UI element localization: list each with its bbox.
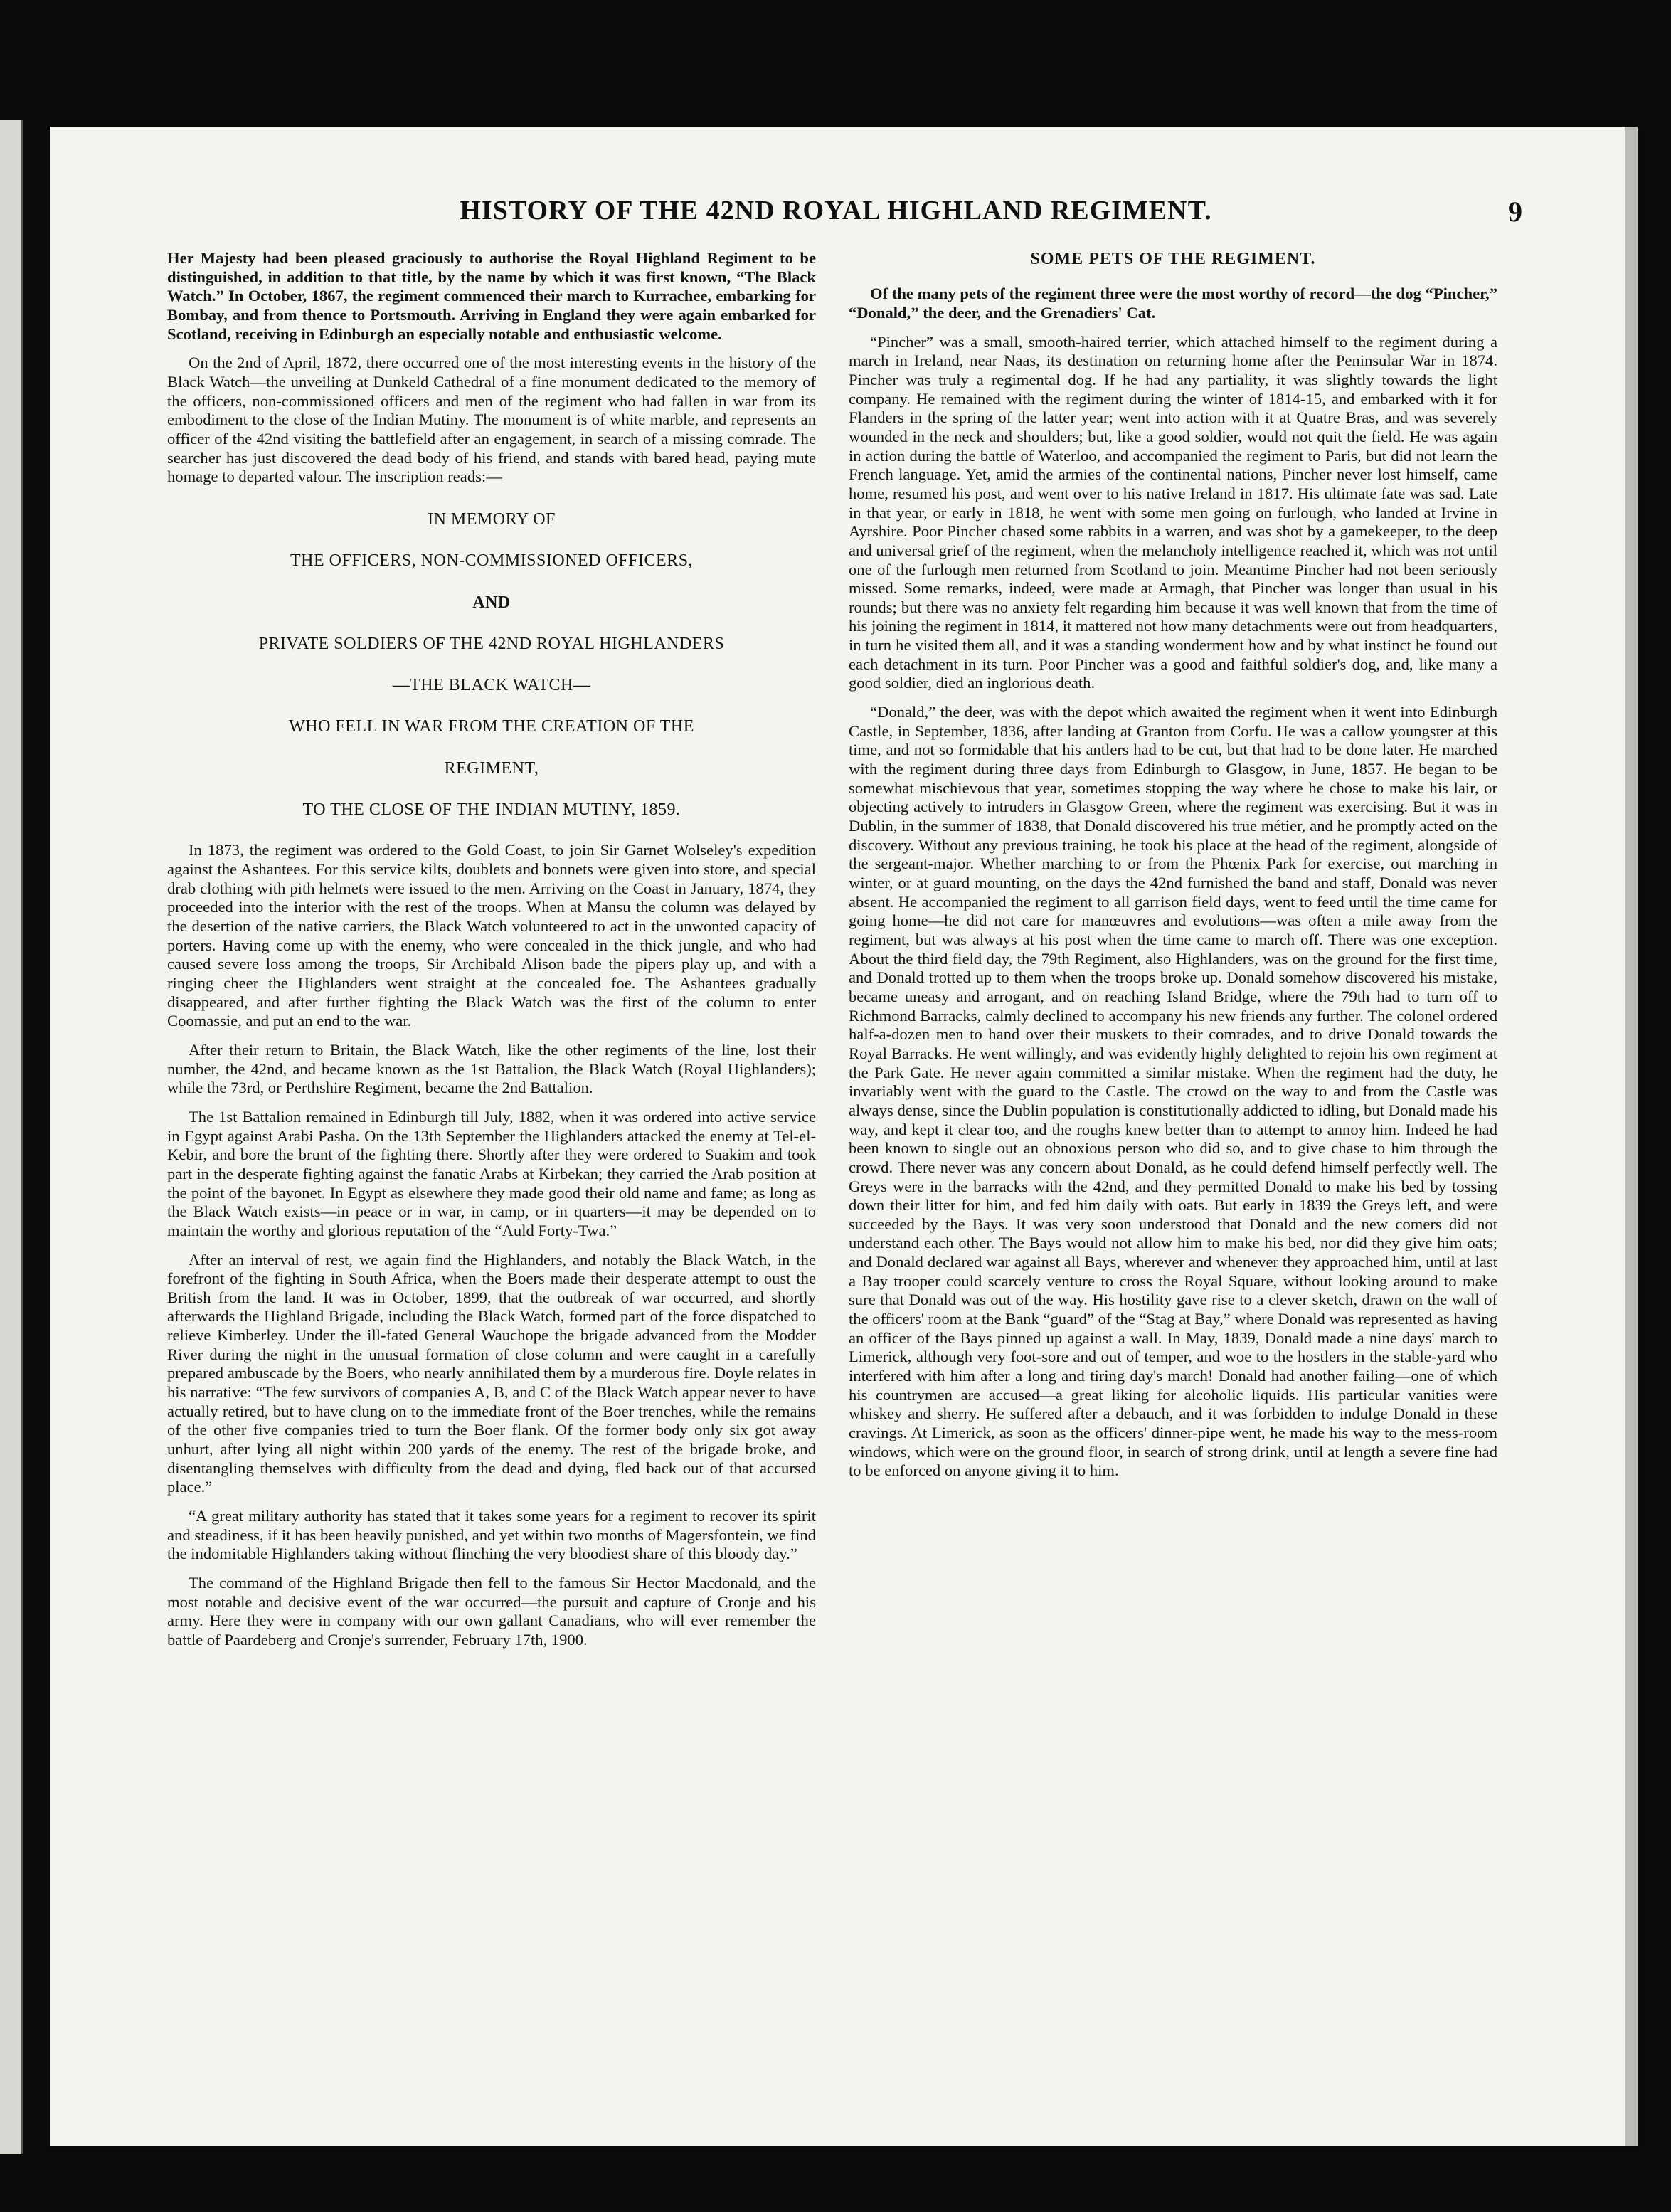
inscription-line: AND — [472, 593, 511, 612]
paragraph-paardeberg: The command of the Highland Brigade then fell to the famous Sir Hector Macdonald, and the most notable and decisive event of the war occurred—the pursuit and capture of Cronje and his army. Here they were in company with our own gallant Canadians, who will ever remember the battle of Paardeberg and Cronje's surrender, February 17th, 1900. — [167, 1574, 816, 1649]
paragraph-pincher: “Pincher” was a small, smooth-haired terrier, which attached himself to the regiment during a march in Ireland, near Naas, its destination on returning home after the Peninsular War in 1874. Pincher was truly a regimental dog. If he had any partiality, it was slightly towards the light company. He remained with the regiment during the winter of 1814-15, and embarked with it for Flanders in the spring of the latter year; went into action with it at Quatre Bras, and was severely wounded in the neck and shoulders; but, like a good soldier, would not quit the field. He was again in action during the battle of Waterloo, and accompanied the regiment to Paris, but did not learn the French language. Yet, amid the armies of the continental nations, Pincher never lost himself, came home, resumed his post, and went over to his native Ireland in 1817. His ultimate fate was sad. Late in that year, or early in 1818, he went with some men going on furlough, who landed at Irvine in Ayrshire. Poor Pincher chased some rabbits in a warren, and was shot by a gamekeeper, to the deep and universal grief of the regiment, when the melancholy intelligence reached it, which was not until one of the furlough men returned from Scotland to join. Meantime Pincher had not been seriously missed. Some remarks, indeed, were made at Armagh, that Pincher was longer than usual in his rounds; but there was no anxiety felt regarding him because it was well known that from the time of his joining the regiment in 1814, it mattered not how many detachments were out from headquarters, in turn he visited them all, and it was a standing wonderment how and by what instinct he found out each detachment in its turn. Poor Pincher was a good and faithful soldier's dog, and, like many a good soldier, died an inglorious death. — [849, 332, 1497, 692]
inscription-line: THE OFFICERS, NON-COMMISSIONED OFFICERS, — [290, 551, 694, 571]
paragraph-magersfontein-quote: “A great military authority has stated that it takes some years for a regiment to recover its spirit and steadiness, if it has been heavily punished, and yet within two months of Magersfontein, we find the indomitable Highlanders taking without flinching the very bloodiest share of this bloody day.” — [167, 1507, 816, 1563]
paragraph-battalions: After their return to Britain, the Black Watch, like the other regiments of the line, lost their number, the 42nd, and became known as the 1st Battalion, the Black Watch (Royal Highlanders); while the 73rd, or Perthshire Regiment, became the 2nd Battalion. — [167, 1040, 816, 1097]
right-column — [849, 249, 1497, 2120]
paragraph-dunkeld-monument: On the 2nd of April, 1872, there occurred one of the most interesting events in the history of the Black Watch—the unveiling at Dunkeld Cathedral of a fine monument dedicated to the memory of the officers, non-commissioned officers and men of the regiment who had fallen in war from its embodiment to the close of the Indian Mutiny. The monument is of white marble, and represents an officer of the 42nd visiting the battlefield after an engagement, in search of a missing comrade. The searcher has just discovered the dead body of his friend, and stands with bared head, paying mute homage to departed valour. The inscription reads:— — [167, 354, 816, 486]
running-title: HISTORY OF THE 42ND ROYAL HIGHLAND REGIMENT. — [460, 196, 1212, 226]
inscription-line: WHO FELL IN WAR FROM THE CREATION OF THE — [289, 717, 694, 736]
inscription-line: TO THE CLOSE OF THE INDIAN MUTINY, 1859. — [302, 800, 681, 820]
left-column — [167, 249, 816, 2120]
inscription-line: —THE BLACK WATCH— — [392, 676, 591, 695]
section-heading: SOME PETS OF THE REGIMENT. — [1030, 250, 1316, 268]
inscription-line: REGIMENT, — [444, 758, 539, 778]
page-number: 9 — [1508, 196, 1522, 228]
paragraph-egypt: The 1st Battalion remained in Edinburgh till July, 1882, when it was ordered into active service in Egypt against Arabi Pasha. On the 13th September the Highlanders attacked the enemy at Tel-el-Kebir, and bore the brunt of the fighting there. Shortly after they were ordered to Suakim and took part in the desperate fighting against the fanatic Arabs at Kirbekan; they carried the Arab position at the point of the bayonet. In Egypt as elsewhere they made good their old name and fame; as long as the Black Watch exists—in peace or in war, in camp, or in quarters—it may be depended on to maintain the worthy and glorious reputation of the “Auld Forty-Twa.” — [167, 1107, 816, 1239]
paragraph-pets-intro: Of the many pets of the regiment three were the most worthy of record—the dog “Pincher,” “Donald,” the deer, and the Grenadiers' Cat. — [849, 285, 1497, 322]
paragraph-donald: “Donald,” the deer, was with the depot which awaited the regiment when it went into Edinburgh Castle, in September, 1836, after landing at Granton from Corfu. He was a callow youngster at this time, and not so formidable that his antlers had to be cut, but that had to be done later. He marched with the regiment during three days from Edinburgh to Glasgow, in June, 1857. He began to be somewhat mischievous that year, sometimes stopping the way where he chose to make his lair, or objecting actively to intruders in Glasgow Green, where the regiment was exercising. But it was in Dublin, in the summer of 1838, that Donald discovered his true métier, and he promptly acted on the discovery. Without any previous training, he took his place at the head of the regiment, alongside of the sergeant-major. Whether marching to or from the Phœnix Park for exercise, out marching in winter, or at guard mounting, on the days the 42nd furnished the band and staff, Donald was never absent. He accompanied the regiment to all garrison field days, went to feed until the time came for going home—he did not care for manœuvres and evolutions—was often a mile away from the regiment, but was always at his post when the time came to march off. There was one exception. About the third field day, the 79th Regiment, also Highlanders, was on the ground for the first time, and Donald trotted up to them when the troops broke up. Donald somehow discovered his mistake, became uneasy and arrogant, and on reaching Island Bridge, where the 79th had to turn off to Richmond Barracks, calmly declined to accompany his new friends any further. The colonel ordered half-a-dozen men to hand over their muskets to their comrades, and to drive Donald towards the Royal Barracks. He went willingly, and was evidently highly delighted to rejoin his own regiment at the Park Gate. He never again committed a similar mistake. When the regiment had the duty, he invariably went with the guard to the Castle. The crowd on the way to and from the Castle was always dense, since the Dublin population is constitutionally addicted to idling, but Donald made his way, and kept it clear too, and the roughs knew better than to attempt to annoy him. Indeed he had been known to single out an obnoxious person who did so, and to give chase to him through the crowd. There never was any concern about Donald, as he could defend himself perfectly well. The Greys were in the barracks with the 42nd, and they permitted Donald to make his bed by tossing down their litter for him, and fed him daily with oats. But early in 1839 the Greys left, and were succeeded by the Bays. It was very soon understood that Donald and the new comers did not understand each other. The Bays would not allow him to make his bed, nor did they give him oats; and Donald declared war against all Bays, wherever and whenever they approached him, until at last a Bay trooper could scarcely venture to cross the Royal Square, without looking around to make sure that Donald was out of the way. His hostility gave rise to a clever sketch, drawn on the wall of the officers' room at the Bank “guard” of the “Stag at Bay,” where Donald was represented as having an officer of the Bays pinned up against a wall. In May, 1839, Donald made a nine days' march to Limerick, although very foot-sore and out of temper, and woe to the hostlers in the stable-yard who interfered with him after a long and tiring day's march! Donald had another failing—one of which his countrymen are accused—a great liking for alcoholic liquids. His particular vanities were whiskey and sherry. He suffered after a debauch, and it was forbidden to indulge Donald in these cravings. At Limerick, as soon as the officers' dinner-pipe went, he made his way to the mess-room windows, which were on the ground floor, in search of strong drink, until at length a severe fine had to be enforced on anyone giving it to him. — [849, 703, 1497, 1480]
monument-inscription — [167, 509, 816, 820]
paragraph-black-watch-name: Her Majesty had been pleased graciously to authorise the Royal Highland Regiment to be distinguished, in addition to that title, by the name by which it was first known, “The Black Watch.” In October, 1867, the regiment commenced their march to Kurrachee, embarking for Bombay, and from thence to Portsmouth. Arriving in England they were again embarked for Scotland, receiving in Edinburgh an especially notable and enthusiastic welcome. — [167, 249, 816, 343]
paragraph-ashantee-war: In 1873, the regiment was ordered to the Gold Coast, to join Sir Garnet Wolseley's expedition against the Ashantees. For this service kilts, doublets and bonnets were given into store, and special drab clothing with pith helmets were issued to the men. Arriving on the Coast in January, 1874, they proceeded into the interior with the rest of the troops. When at Mansu the column was delayed by the desertion of the native carriers, the Black Watch volunteered to act in the unwonted capacity of porters. Having come up with the enemy, who were concealed in the thick jungle, and who had caused severe loss among the troops, Sir Archibald Alison bade the pipers play up, and with a ringing cheer the Highlanders went straight at the concealed foe. The Ashantees gradually disappeared, and after further fighting the Black Watch was the first of the column to enter Coomassie, and put an end to the war. — [167, 841, 816, 1030]
page-header — [157, 195, 1522, 238]
inscription-line: IN MEMORY OF — [428, 509, 556, 529]
inscription-line: PRIVATE SOLDIERS OF THE 42ND ROYAL HIGHLANDERS — [258, 634, 725, 653]
paragraph-south-africa: After an interval of rest, we again find the Highlanders, and notably the Black Watch, in the forefront of the fighting in South Africa, when the Boers made their desperate attempt to oust the British from the land. It was in October, 1899, that the outbreak of war occurred, and shortly afterwards the Highland Brigade, including the Black Watch, formed part of the force dispatched to relieve Kimberley. Under the ill-fated General Wauchope the brigade advanced from the Modder River during the night in the unusual formation of close column and were caught in a carefully prepared ambuscade by the Boers, who nearly annihilated them by a murderous fire. Doyle relates in his narrative: “The few survivors of companies A, B, and C of the Black Watch appear never to have actually retired, but to have clung on to the immediate front of the Boer trenches, while the remains of the other five companies tried to turn the Boer flank. Of the former body only six got away unhurt, after lying all night within 200 yards of the enemy. The rest of the brigade broke, and disentangling themselves with difficulty from the dead and dying, fled back out of that accursed place.” — [167, 1250, 816, 1496]
book-page — [50, 127, 1638, 2146]
left-page-edge — [0, 120, 23, 2154]
